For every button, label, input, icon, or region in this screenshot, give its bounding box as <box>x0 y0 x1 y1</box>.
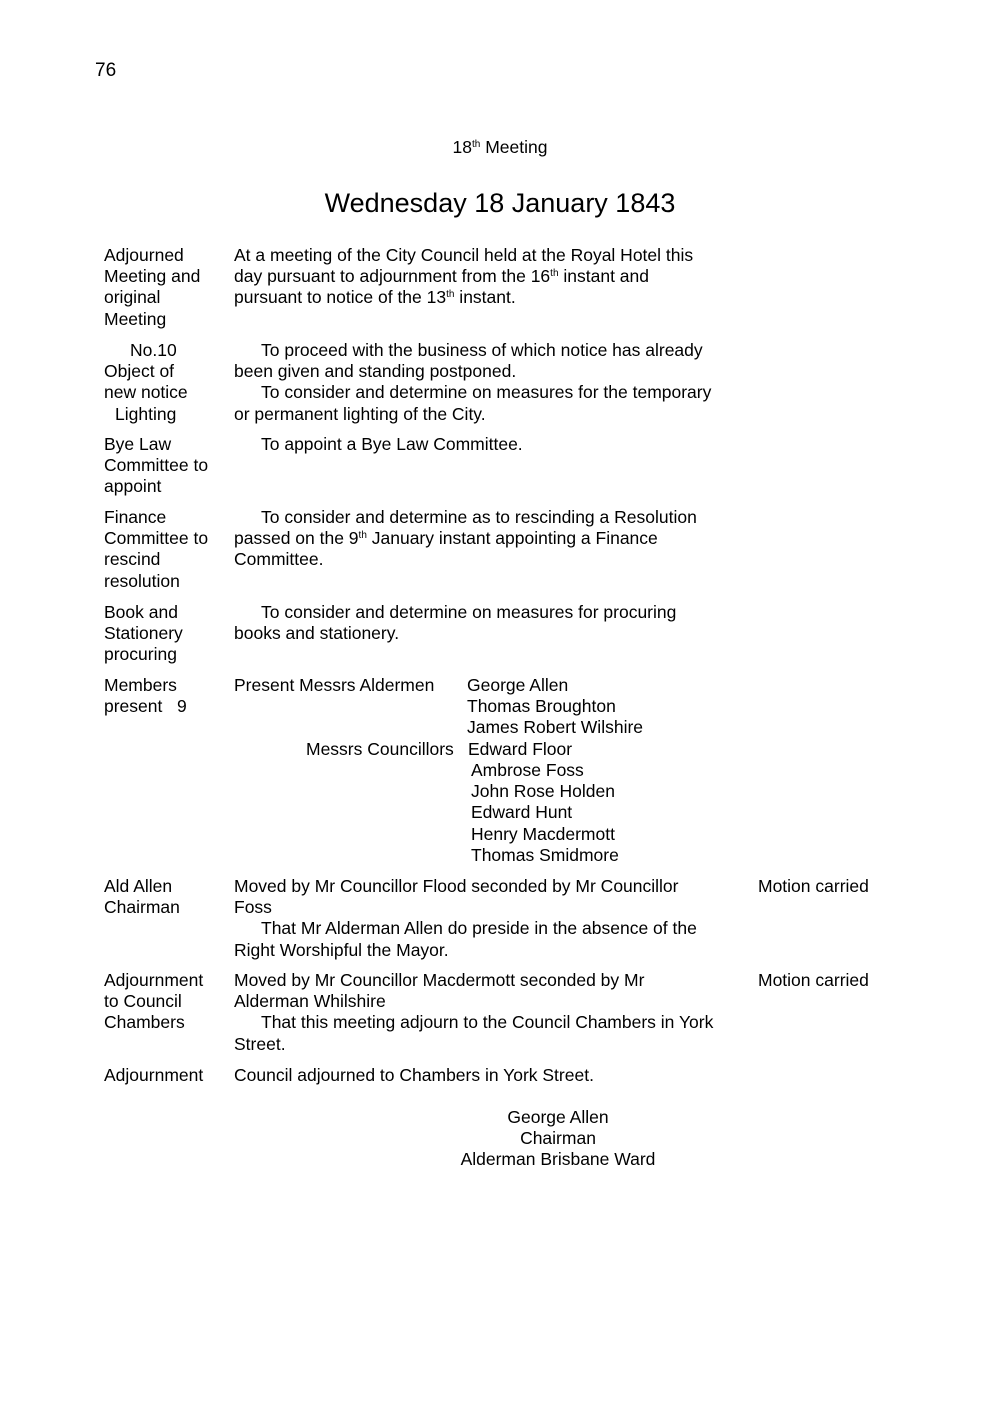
margin-note-chairman: Ald Allen Chairman <box>104 876 180 918</box>
signature-name: George Allen <box>507 1107 609 1127</box>
councillor-first: Edward Floor <box>468 739 573 759</box>
meeting-heading-text: Meeting <box>480 137 548 157</box>
present-aldermen-label: Present Messrs Aldermen <box>234 675 435 695</box>
chairman-motion: Moved by Mr Councillor Flood seconded by Mr Councillor Foss That Mr Alderman Allen do preside in the absence of the Right Worshipful the Mayor. <box>234 876 697 960</box>
motion-result-chairman: Motion carried <box>758 876 869 896</box>
signature-ward: Alderman Brisbane Ward <box>460 1149 656 1170</box>
margin-note-opening: Adjourned Meeting and original Meeting <box>104 245 201 329</box>
councillors-label: Messrs Councillors <box>306 739 454 759</box>
councillors-list: Ambrose Foss John Rose Holden Edward Hunt Henry Macdermott Thomas Smidmore <box>471 760 619 865</box>
adjourn-motion: Moved by Mr Councillor Macdermott seconded by Mr Alderman Whilshire That this meeting adjourn to the Council Chambers in York Street. <box>234 970 714 1054</box>
signature-block <box>358 1107 758 1171</box>
aldermen-list: George Allen Thomas Broughton James Robert Wilshire <box>467 675 644 738</box>
margin-note-books: Book and Stationery procuring <box>104 602 183 665</box>
meeting-ordinal: 18 <box>452 137 472 157</box>
motion-result-adjourn: Motion carried <box>758 970 869 990</box>
books-paragraph: To consider and determine on measures for procuring books and stationery. <box>234 602 677 644</box>
margin-note-adjourn-motion: Adjournment to Council Chambers <box>104 970 204 1033</box>
meeting-ordinal-suffix: th <box>472 139 481 150</box>
margin-note-bye-law: Bye Law Committee to appoint <box>104 434 209 497</box>
margin-note-notice: No.10 Object of new notice Lighting <box>104 340 188 424</box>
margin-note-finance: Finance Committee to rescind resolution <box>104 507 209 591</box>
signature-title: Chairman <box>520 1128 596 1149</box>
bye-law-paragraph: To appoint a Bye Law Committee. <box>261 434 523 454</box>
notice-paragraph: To proceed with the business of which notice has already been given and standing postponed. To consider and determine on measures for the temporary or permanent lighting of the City. <box>234 340 712 424</box>
date-heading: Wednesday 18 January 1843 <box>324 188 676 218</box>
margin-note-members: Members present 9 <box>104 675 187 717</box>
page-number: 76 <box>95 60 117 81</box>
margin-note-adjournment: Adjournment <box>104 1065 204 1085</box>
meeting-heading <box>0 137 1000 158</box>
finance-paragraph: To consider and determine as to rescinding a Resolution passed on the 9th January instant appointing a Finance Committee. <box>234 507 697 570</box>
adjournment-paragraph: Council adjourned to Chambers in York Street. <box>234 1065 594 1085</box>
opening-paragraph: At a meeting of the City Council held at the Royal Hotel this day pursuant to adjournment from the 16th instant and pursuant to notice of the 13th instant. <box>234 245 694 308</box>
